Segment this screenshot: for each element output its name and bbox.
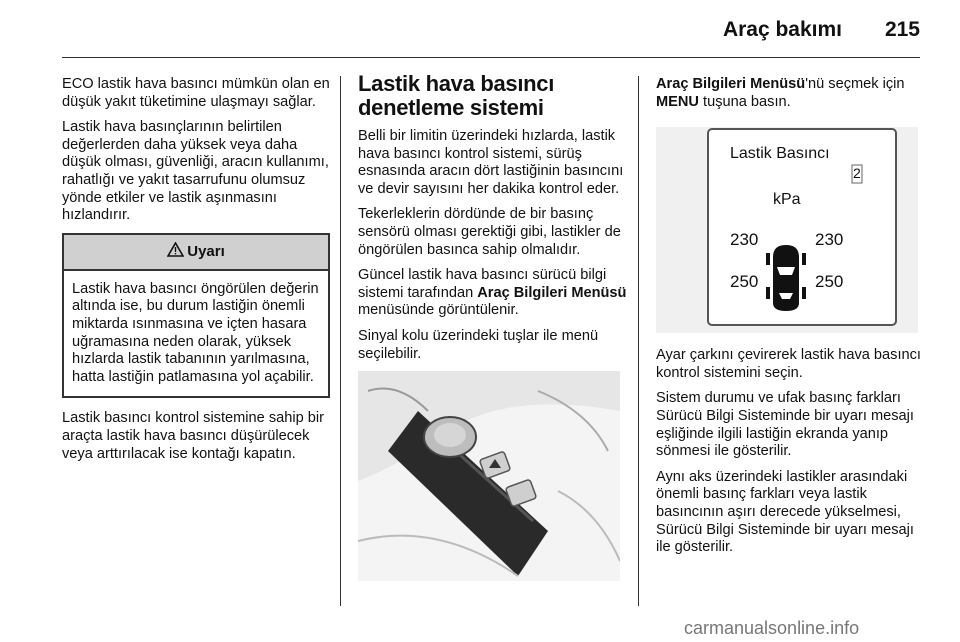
rear-left-pressure: 250 <box>730 272 759 292</box>
paragraph: Sinyal kolu üzerindeki tuşlar ile menü seçilebilir. <box>358 327 599 362</box>
paragraph: Güncel lastik hava basıncı sürücü bilgi sistemi tarafından Araç Bilgileri Menüsü menüsünde görüntülenir. <box>358 267 627 319</box>
paragraph: Sistem durumu ve ufak basınç farkları Sürücü Bilgi Sisteminde bir uyarı mesajı eşliğinde ilgili lastiğin ekranda yanıp sönmesi ile gösterilir. <box>656 390 914 460</box>
column-divider-2 <box>638 76 639 606</box>
column-divider-1 <box>340 76 341 606</box>
warning-triangle-icon <box>167 242 184 262</box>
menu-name: Araç Bilgileri Menüsü <box>477 284 627 301</box>
paragraph: Aynı aks üzerindeki lastikler arasındaki önemli basınç farkları veya lastik basıncının aşırı derecede yükselmesi, Sürücü Bilgi Sisteminde bir uyarı mesajı ile gösterilir. <box>656 468 914 556</box>
paragraph: Araç Bilgileri Menüsü'nü seçmek için MENU tuşuna basın. <box>656 76 905 110</box>
paragraph: ECO lastik hava basıncı mümkün olan en düşük yakıt tüketimine ulaşmayı sağlar. <box>62 76 330 110</box>
warning-text: Lastik hava basıncı öngörülen değerin altında ise, bu durum lastiğin önemli miktarda ısınmasına ve içten hasara uğramasına neden olarak, yüksek hızlarda lastik tabanının yarılmasına, hatta lastiğin patlamasına yol açabilir. <box>72 280 319 385</box>
paragraph: Belli bir limitin üzerindeki hızlarda, lastik hava basıncı kontrol sistemi, sürüş esnasında aracın dört lastiğinin basıncını ve devir sayısını her dakika kontrol eder. <box>358 128 624 197</box>
page-number: 215 <box>884 18 920 41</box>
rear-right-pressure: 250 <box>815 272 844 292</box>
column-2 <box>358 71 628 597</box>
section-title: Lastik hava basıncı denetleme sistemi <box>358 71 555 120</box>
paragraph: Lastik hava basınçlarının belirtilen değerlerden daha yüksek veya daha düşük olması, güvenliği, aracın kullanımı, rahatlığı ve yakıt tasarrufunu olumsuz yönde etkiler ve lastik aşınmasını hızlandırır. <box>62 119 329 224</box>
column-1 <box>62 76 330 471</box>
column-3 <box>656 76 924 565</box>
front-left-pressure: 230 <box>730 230 759 250</box>
watermark: carmanualsonline.info <box>684 618 860 638</box>
paragraph: Ayar çarkını çevirerek lastik hava basıncı kontrol sistemini seçin. <box>656 347 921 381</box>
display-unit: kPa <box>773 191 801 209</box>
warning-box <box>62 233 330 399</box>
header-title: Araç bakımı <box>722 18 842 41</box>
menu-name: Araç Bilgileri Menüsü <box>656 76 806 92</box>
display-title: Lastik Basıncı <box>730 145 830 163</box>
signal-lever-illustration <box>358 371 620 581</box>
paragraph: Tekerleklerin dördünde de bir basınç sensörü olması gerektiği gibi, lastikler de öngörülen basınca sahip olmalıdır. <box>358 206 621 258</box>
paragraph: Lastik basıncı kontrol sistemine sahip bir araçta lastik hava basıncı düşürülecek veya arttırılacak ise kontağı kapatın. <box>62 410 324 462</box>
menu-button-name: MENU <box>656 93 699 110</box>
page-header <box>0 0 960 58</box>
warning-header <box>64 235 328 271</box>
front-right-pressure: 230 <box>815 230 844 250</box>
warning-title: Uyarı <box>187 242 225 260</box>
tire-pressure-display-illustration <box>656 127 918 333</box>
display-page-indicator: 2 <box>853 165 861 182</box>
header-divider <box>62 57 920 58</box>
